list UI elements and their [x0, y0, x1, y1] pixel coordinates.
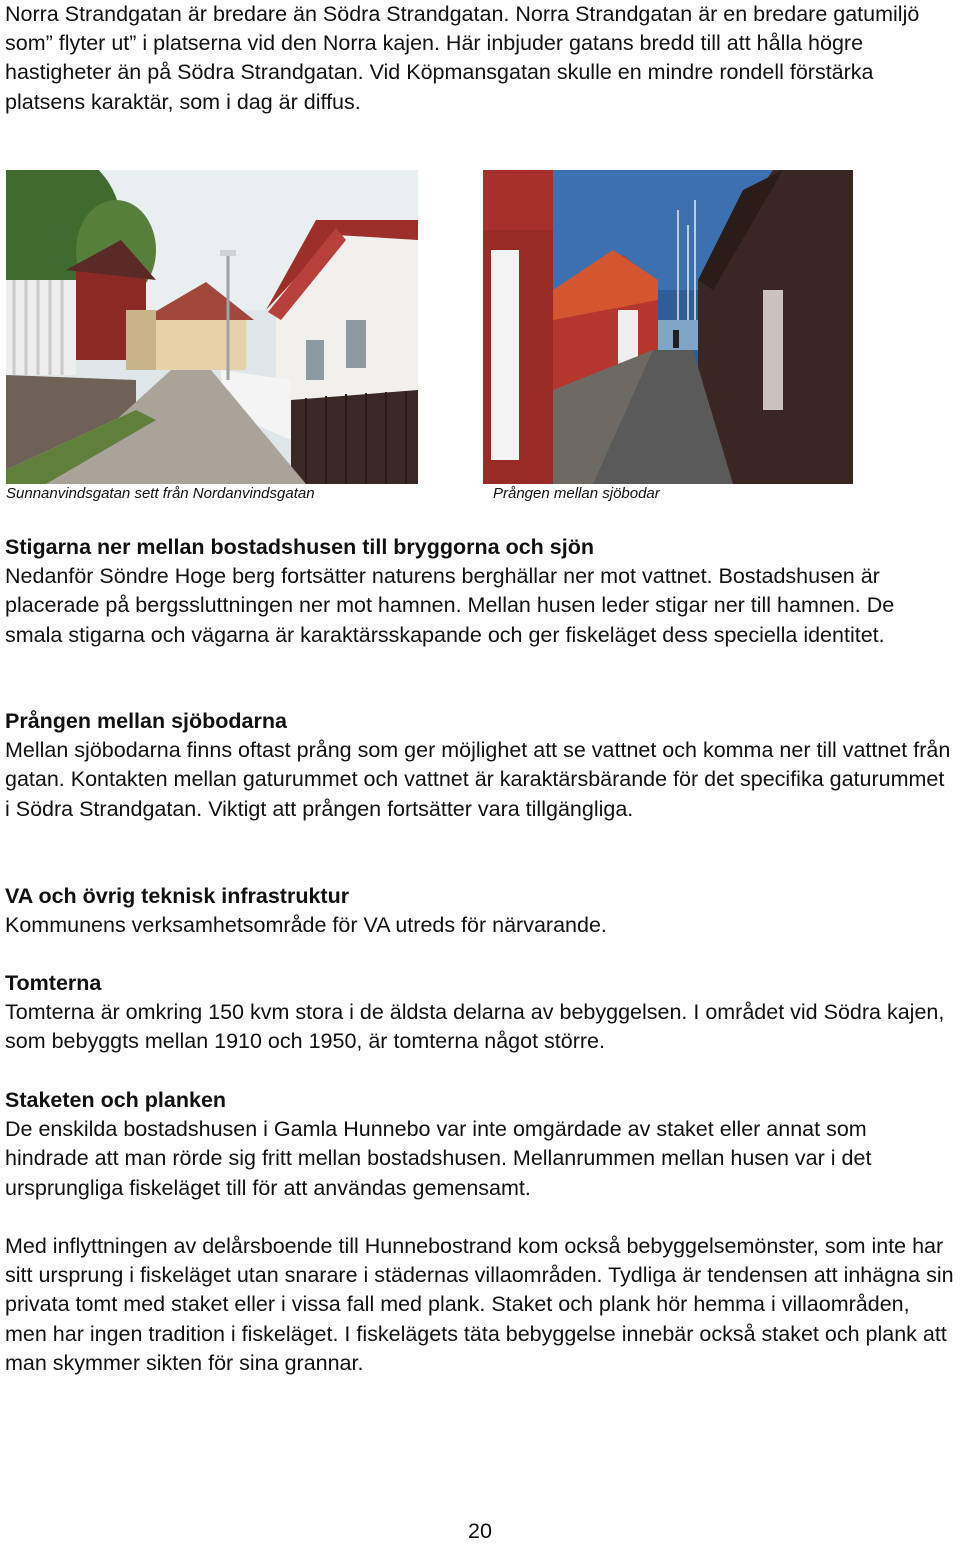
section-text: Kommunens verksamhetsområde för VA utreds för närvarande. — [5, 913, 607, 938]
intro-paragraph: Norra Strandgatan är bredare än Södra Strandgatan. Norra Strandgatan är en bredare gatumiljö som” flyter ut” i platserna vid den Norra kajen. Här inbjuder gatans bredd till att hålla högre hastigheter än på Södra Strandgatan. Vid Köpmansgatan skulle en mindre rondell förstärka platsens karaktär, som i dag är diffus. — [5, 2, 920, 114]
section-text: Tomterna är omkring 150 kvm stora i de äldsta delarna av bebyggelsen. I området vid Södra kajen, som bebyggts mellan 1910 och 1950, är tomterna något större. — [5, 1000, 945, 1054]
photo-street — [6, 170, 418, 484]
section-text: De enskilda bostadshusen i Gamla Hunnebo var inte omgärdade av staket eller annat som hindrade att man rörde sig fritt mellan bostadshusen. Mellanrummen mellan husen var i det ursprungliga fiskeläget till för att användas gemensamt. — [5, 1117, 872, 1200]
photo-boathouses — [483, 170, 853, 484]
photo-caption-street: Sunnanvindsgatan sett från Nordanvindsgatan — [6, 485, 315, 502]
section-text: Mellan sjöbodarna finns oftast prång som ger möjlighet att se vattnet och komma ner till vattnet från gatan. Kontakten mellan gaturummet och vattnet är karaktärsbärande för det specifika gaturummet i Södra Strandgatan. Viktigt att prången fortsätter vara tillgängliga. — [5, 738, 951, 821]
section-prangen — [5, 707, 955, 824]
page-number: 20 — [468, 1519, 492, 1543]
photo-caption-boathouses: Prången mellan sjöbodar — [493, 485, 660, 502]
section-stigarna — [5, 533, 955, 650]
section-heading: Prången mellan sjöbodarna — [5, 709, 287, 733]
section-heading: VA och övrig teknisk infrastruktur — [5, 884, 350, 908]
closing-paragraph: Med inflyttningen av delårsboende till Hunnebostrand kom också bebyggelsemönster, som inte har sitt ursprung i fiskeläget utan snarare i städernas villaområden. Tydliga är tendensen att inhägna sin privata tomt med staket eller i vissa fall med plank. Staket och plank hör hemma i villaområden, men har ingen tradition i fiskeläget. I fiskelägets täta bebyggelse innebär också staket och plank att man skymmer sikten för sina grannar. — [5, 1234, 954, 1375]
section-heading: Stigarna ner mellan bostadshusen till bryggorna och sjön — [5, 535, 594, 559]
section-heading: Tomterna — [5, 971, 102, 995]
section-text: Nedanför Söndre Hoge berg fortsätter naturens berghällar ner mot vattnet. Bostadshusen är placerade på bergssluttningen ner mot hamnen. Mellan husen leder stigar ner till hamnen. De smala stigarna och vägarna är karaktärsskapande och ger fiskeläget dess speciella identitet. — [5, 564, 895, 647]
section-heading: Staketen och planken — [5, 1088, 227, 1112]
section-va — [5, 882, 955, 940]
section-staketen — [5, 1086, 955, 1203]
section-tomterna — [5, 969, 955, 1057]
